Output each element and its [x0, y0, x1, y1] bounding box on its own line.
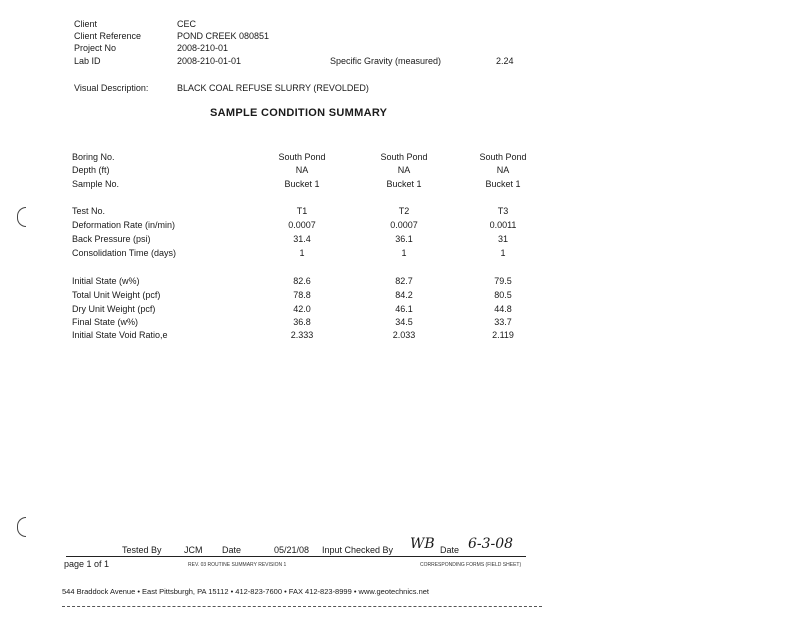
tested-by-value: JCM: [184, 545, 203, 555]
table-cell: T1: [296, 206, 308, 216]
form-revision-note: REV. 03 ROUTINE SUMMARY REVISION 1: [188, 562, 287, 568]
row-label: Deformation Rate (in/min): [72, 220, 176, 230]
input-checked-label: Input Checked By: [322, 545, 394, 555]
table-cell: 78.8: [293, 290, 311, 300]
page-title: SAMPLE CONDITION SUMMARY: [210, 107, 388, 119]
row-label: Dry Unit Weight (pcf): [72, 304, 156, 314]
footer-rule: [62, 606, 542, 607]
table-cell: 44.8: [494, 304, 512, 314]
punch-hole: [17, 207, 26, 227]
table-cell: Bucket 1: [485, 179, 521, 189]
lab-id-label: Lab ID: [74, 56, 101, 66]
client-reference-value: POND CREEK 080851: [177, 31, 270, 41]
table-cell: South Pond: [380, 152, 428, 162]
row-label: Final State (w%): [72, 317, 139, 327]
table-cell: 0.0007: [288, 220, 316, 230]
punch-hole: [17, 517, 26, 537]
tested-by-label: Tested By: [122, 545, 162, 555]
table-cell: Bucket 1: [386, 179, 422, 189]
client-reference-label: Client Reference: [74, 31, 142, 41]
table-cell: 31: [497, 234, 508, 244]
client-value: CEC: [177, 19, 197, 29]
visual-description-value: BLACK COAL REFUSE SLURRY (REVOLDED): [177, 83, 369, 93]
signoff-rule: [66, 556, 526, 557]
row-label: Initial State Void Ratio,e: [72, 330, 168, 340]
visual-description-label: Visual Description:: [74, 83, 149, 93]
lab-id-value: 2008-210-01-01: [177, 56, 242, 66]
specific-gravity-label: Specific Gravity (measured): [330, 56, 442, 66]
company-address: 544 Braddock Avenue • East Pittsburgh, PA 15112 • 412-823-7600 • FAX 412-823-8999 • www.geotechnics.net: [62, 587, 429, 596]
table-cell: 42.0: [293, 304, 311, 314]
client-label: Client: [74, 19, 98, 29]
table-cell: NA: [397, 165, 411, 175]
table-cell: South Pond: [278, 152, 326, 162]
table-cell: 1: [401, 248, 407, 258]
table-cell: 1: [500, 248, 506, 258]
table-cell: 46.1: [395, 304, 413, 314]
table-cell: 82.6: [293, 276, 311, 286]
checked-by-initials: WB: [410, 536, 435, 552]
table-cell: T2: [398, 206, 410, 216]
table-cell: 79.5: [494, 276, 512, 286]
table-cell: 84.2: [395, 290, 413, 300]
tested-date-label: Date: [222, 545, 242, 555]
table-cell: T3: [497, 206, 509, 216]
project-value: 2008-210-01: [177, 43, 229, 53]
row-label: Boring No.: [72, 152, 115, 162]
project-label: Project No: [74, 43, 117, 53]
table-cell: 31.4: [293, 234, 311, 244]
table-cell: Bucket 1: [284, 179, 320, 189]
row-label: Consolidation Time (days): [72, 248, 177, 258]
checked-date-value: 6-3-08: [468, 536, 514, 552]
table-cell: 1: [299, 248, 305, 258]
row-label: Initial State (w%): [72, 276, 140, 286]
table-cell: 82.7: [395, 276, 413, 286]
form-reference-note: CORRESPONDING FORMS (FIELD SHEET): [420, 562, 522, 568]
table-cell: 0.0011: [489, 220, 517, 230]
table-cell: NA: [496, 165, 510, 175]
table-cell: 34.5: [395, 317, 413, 327]
specific-gravity-value: 2.24: [496, 56, 514, 66]
page-number: page 1 of 1: [64, 559, 110, 569]
table-cell: 2.119: [492, 330, 514, 340]
row-label: Sample No.: [72, 179, 120, 189]
table-cell: NA: [295, 165, 309, 175]
table-cell: 2.033: [392, 330, 416, 340]
row-label: Back Pressure (psi): [72, 234, 151, 244]
table-cell: 36.1: [395, 234, 413, 244]
table-cell: South Pond: [479, 152, 527, 162]
table-cell: 36.8: [293, 317, 311, 327]
table-cell: 2.333: [290, 330, 314, 340]
row-label: Total Unit Weight (pcf): [72, 290, 161, 300]
row-label: Depth (ft): [72, 165, 110, 175]
checked-date-label: Date: [440, 545, 460, 555]
table-cell: 80.5: [494, 290, 512, 300]
table-cell: 0.0007: [390, 220, 418, 230]
table-cell: 33.7: [494, 317, 512, 327]
tested-date-value: 05/21/08: [274, 545, 310, 555]
row-label: Test No.: [72, 206, 106, 216]
